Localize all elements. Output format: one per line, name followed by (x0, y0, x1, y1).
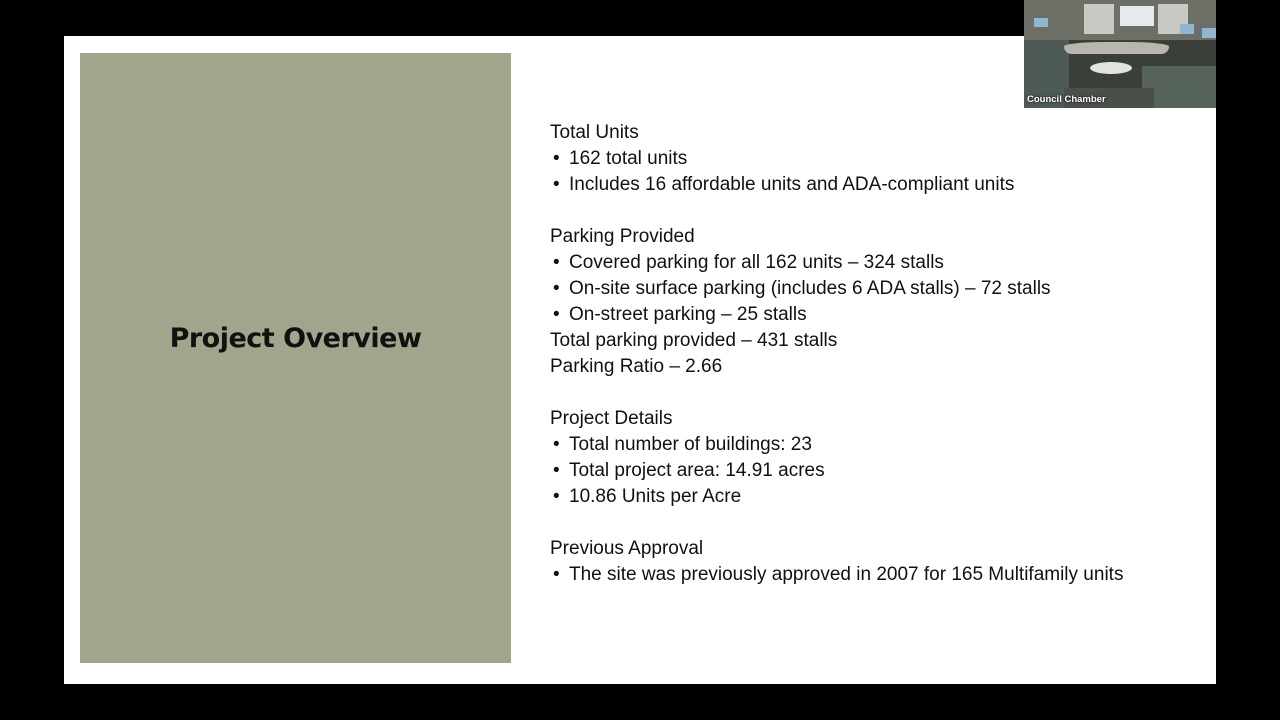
list-item-text: Total project area: 14.91 acres (569, 460, 825, 481)
list-item (550, 146, 1200, 172)
bullet-icon: • (553, 278, 560, 299)
section-heading: Previous Approval (550, 538, 704, 559)
slide-title: Project Overview (169, 322, 422, 354)
bullet-icon: • (553, 304, 560, 325)
video-monitor (1180, 24, 1194, 34)
title-panel (80, 53, 511, 663)
video-projection-screen (1120, 6, 1154, 26)
section-heading: Total Units (550, 122, 639, 143)
video-monitor (1202, 28, 1216, 38)
section-total-units (550, 120, 1200, 198)
bullet-icon: • (553, 148, 560, 169)
bullet-icon: • (553, 564, 560, 585)
list-item (550, 250, 1200, 276)
list-item-text: 10.86 Units per Acre (569, 486, 742, 507)
list-item-text: The site was previously approved in 2007 for 165 Multifamily units (569, 564, 1124, 585)
video-feed-label: Council Chamber (1027, 94, 1106, 105)
list-item-text: 162 total units (569, 148, 688, 169)
list-item (550, 172, 1200, 198)
list-item (550, 432, 1200, 458)
section-previous-approval (550, 536, 1200, 588)
list-item-text: Includes 16 affordable units and ADA-compliant units (569, 174, 1015, 195)
list-item (550, 302, 1200, 328)
section-heading: Parking Provided (550, 226, 695, 247)
list-item (550, 562, 1200, 588)
section-heading: Project Details (550, 408, 673, 429)
video-feed-thumbnail[interactable] (1024, 0, 1216, 108)
list-item-text: On-street parking – 25 stalls (569, 304, 807, 325)
slide-content (550, 120, 1200, 614)
section-project-details (550, 406, 1200, 510)
bullet-icon: • (553, 486, 560, 507)
bullet-icon: • (553, 252, 560, 273)
parking-ratio-line: Parking Ratio – 2.66 (550, 356, 723, 377)
list-item (550, 458, 1200, 484)
bullet-icon: • (553, 174, 560, 195)
list-item-text: Covered parking for all 162 units – 324 stalls (569, 252, 944, 273)
video-dais (1064, 42, 1169, 54)
presentation-slide (64, 36, 1216, 684)
list-item (550, 484, 1200, 510)
bullet-icon: • (553, 460, 560, 481)
video-monitor (1034, 18, 1048, 27)
list-item-text: On-site surface parking (includes 6 ADA stalls) – 72 stalls (569, 278, 1051, 299)
section-parking-provided (550, 224, 1200, 380)
total-parking-line: Total parking provided – 431 stalls (550, 330, 838, 351)
list-item (550, 276, 1200, 302)
video-table (1090, 62, 1132, 74)
bullet-icon: • (553, 434, 560, 455)
video-wall-panel (1084, 4, 1114, 34)
list-item-text: Total number of buildings: 23 (569, 434, 812, 455)
